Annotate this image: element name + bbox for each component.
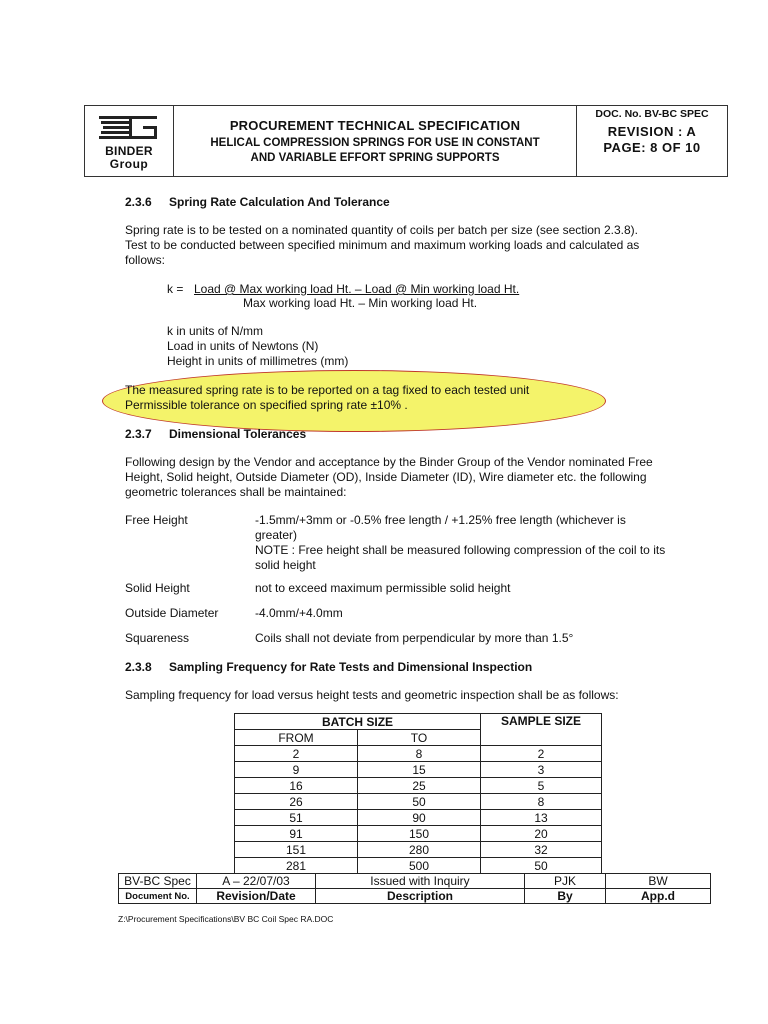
logo-text-binder: BINDER [105,144,153,158]
cell-from: 2 [235,746,358,762]
sampling-table [234,713,602,874]
paragraph-line: Spring rate is to be tested on a nominated quantity of coils per batch per size (see section 2.3.8). [125,223,638,237]
section-number: 2.3.8 [125,660,152,674]
table-row [235,826,602,842]
footer-label-by: By [525,889,606,904]
table-row [235,858,602,874]
cell-to: 280 [358,842,481,858]
tolerance-label: Free Height [125,513,188,527]
paragraph-line: follows: [125,253,166,267]
formula-denominator: Max working load Ht. – Min working load Ht. [243,296,478,310]
section-heading-236 [125,195,390,209]
binder-logo-icon [99,114,159,144]
tolerance-label: Squareness [125,631,190,645]
footer-label-description: Description [316,889,525,904]
spec-subtitle-2: AND VARIABLE EFFORT SPRING SUPPORTS [250,152,500,164]
doc-number: DOC. No. BV-BC SPEC [595,108,709,120]
section-heading-238 [125,660,532,674]
cell-from: 281 [235,858,358,874]
cell-to: 500 [358,858,481,874]
revision: REVISION : A [607,124,697,139]
cell-from: 16 [235,778,358,794]
tolerance-label: Outside Diameter [125,606,219,620]
unit-line: Load in units of Newtons (N) [167,339,319,353]
table-row [235,794,602,810]
footer-label-revdate: Revision/Date [197,889,316,904]
section-title: Dimensional Tolerances [169,427,307,441]
cell-to: 15 [358,762,481,778]
cell-sample: 50 [481,858,602,874]
section-number: 2.3.6 [125,195,152,209]
formula-numerator: Load @ Max working load Ht. – Load @ Min working load Ht. [194,282,520,296]
header-from: FROM [235,730,358,746]
footer-approved: BW [606,874,711,889]
footer-rev-date: A – 22/07/03 [197,874,316,889]
tolerance-note: solid height [255,558,316,572]
section-title: Spring Rate Calculation And Tolerance [169,195,390,209]
spec-title: PROCUREMENT TECHNICAL SPECIFICATION [229,118,521,133]
unit-line: k in units of N/mm [167,324,264,338]
cell-sample: 2 [481,746,602,762]
paragraph-line: Test to be conducted between specified minimum and maximum working loads and calculated as [125,238,640,252]
table-row [235,842,602,858]
cell-from: 91 [235,826,358,842]
tolerance-value: not to exceed maximum permissible solid height [255,581,511,595]
tolerance-value: greater) [255,528,298,542]
highlighted-line: The measured spring rate is to be reported on a tag fixed to each tested unit [125,383,530,397]
highlighted-line: Permissible tolerance on specified spring rate ±10% . [125,398,408,412]
title-cell [173,106,577,176]
paragraph-line: geometric tolerances shall be maintained: [125,485,347,499]
cell-to: 150 [358,826,481,842]
cell-sample: 32 [481,842,602,858]
cell-sample: 13 [481,810,602,826]
footer-description: Issued with Inquiry [316,874,525,889]
cell-sample: 5 [481,778,602,794]
formula-k: k = [167,282,184,296]
cell-to: 90 [358,810,481,826]
paragraph-line: Height, Solid height, Outside Diameter (OD), Inside Diameter (ID), Wire diameter etc. the following [125,470,647,484]
table-row [235,810,602,826]
page-number: PAGE: 8 OF 10 [603,140,701,155]
cell-from: 151 [235,842,358,858]
table-row [235,762,602,778]
logo-cell [85,106,174,176]
tolerance-value: Coils shall not deviate from perpendicular by more than 1.5° [255,631,574,645]
cell-to: 25 [358,778,481,794]
doc-info-cell [576,106,727,176]
unit-line: Height in units of millimetres (mm) [167,354,349,368]
section-number: 2.3.7 [125,427,152,441]
footer-doc-no: BV-BC Spec [119,874,197,889]
tolerance-value: -4.0mm/+4.0mm [255,606,343,620]
table-row [235,778,602,794]
spec-subtitle-1: HELICAL COMPRESSION SPRINGS FOR USE IN CONSTANT [210,137,540,149]
section-heading-237 [125,427,306,441]
header-sample-size: SAMPLE SIZE [481,714,602,746]
section-title: Sampling Frequency for Rate Tests and Dimensional Inspection [169,660,533,674]
cell-from: 9 [235,762,358,778]
cell-to: 50 [358,794,481,810]
footer-label-docno: Document No. [119,889,197,904]
cell-from: 51 [235,810,358,826]
cell-from: 26 [235,794,358,810]
logo-text-group: Group [109,157,149,171]
revision-row [119,874,711,889]
cell-to: 8 [358,746,481,762]
cell-sample: 8 [481,794,602,810]
header-batch-size: BATCH SIZE [235,714,481,730]
paragraph-line: Following design by the Vendor and acceptance by the Binder Group of the Vendor nominated Free [125,455,653,469]
paragraph-line: Sampling frequency for load versus height tests and geometric inspection shall be as follows: [125,688,619,702]
table-row [235,746,602,762]
revision-header-row [119,889,711,904]
document-header [84,105,728,177]
footer-by: PJK [525,874,606,889]
file-path: Z:\Procurement Specifications\BV BC Coil Spec RA.DOC [118,914,334,924]
tolerance-note: NOTE : Free height shall be measured following compression of the coil to its [255,543,666,557]
header-to: TO [358,730,481,746]
revision-table [118,873,711,904]
footer-label-appd: App.d [606,889,711,904]
tolerance-value: -1.5mm/+3mm or -0.5% free length / +1.25% free length (whichever is [255,513,626,527]
tolerance-label: Solid Height [125,581,190,595]
cell-sample: 3 [481,762,602,778]
cell-sample: 20 [481,826,602,842]
